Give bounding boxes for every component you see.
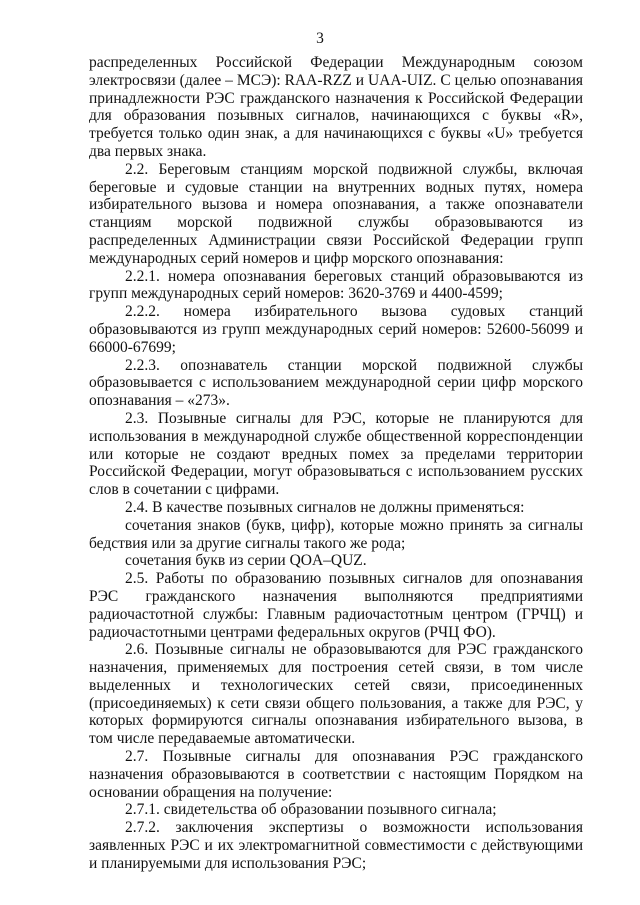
paragraph: 2.7.1. свидетельства об образовании позывного сигнала;	[125, 801, 497, 819]
paragraph: 2.2.3. опознаватель станции морской подвижной службы образовывается с использованием международной серии цифр морского опознавания – «273».	[89, 356, 583, 410]
paragraph: 2.4. В качестве позывных сигналов не должны применяться:	[125, 498, 525, 516]
paragraph: сочетания знаков (букв, цифр), которые можно принять за сигналы бедствия или за другие сигналы такого же рода;	[89, 516, 583, 552]
paragraph: 2.6. Позывные сигналы не образовываются для РЭС гражданского назначения, применяемых для построения сетей связи, в том числе выделенных и технологических сетей связи, присоединенных (присоединяемых) к сети связи общего пользования, а также для РЭС, у которых формируются сигналы опознавания избирательного вызова, в том числе передаваемые автоматически.	[89, 641, 583, 748]
page-number: 3	[316, 30, 324, 47]
paragraph: 2.7. Позывные сигналы для опознавания РЭС гражданского назначения образовываются в соответствии с настоящим Порядком на основании обращения на получение:	[89, 748, 583, 801]
paragraph: сочетания букв из серии QOA–QUZ.	[125, 552, 367, 570]
paragraph: 2.7.2. заключения экспертизы о возможности использования заявленных РЭС и их электромагнитной совместимости с действующими и планируемыми для использования РЭС;	[89, 819, 583, 872]
paragraph: 2.3. Позывные сигналы для РЭС, которые не планируются для использования в международной службе общественной корреспонденции или которые не создают вредных помех за пределами территории Российской Федерации, могут образовываться с использованием русских слов в сочетании с цифрами.	[89, 409, 583, 499]
paragraph: 2.2.1. номера опознавания береговых станций образовываются из групп международных серий номеров: 3620-3769 и 4400-4599;	[89, 267, 583, 303]
document-body	[89, 54, 583, 873]
paragraph: распределенных Российской Федерации Международным союзом электросвязи (далее – МСЭ): RAA-RZZ и UAA-UIZ. С целью опознавания принадлежности РЭС гражданского назначения к Российской Федерации для образования позывных сигналов, начинающихся с буквы «R», требуется только один знак, а для начинающихся с буквы «U» требуется два первых знака.	[89, 54, 583, 160]
paragraph: 2.2.2. номера избирательного вызова судовых станций образовываются из групп международных серий номеров: 52600-56099 и 66000-67699;	[89, 303, 583, 356]
paragraph: 2.5. Работы по образованию позывных сигналов для опознавания РЭС гражданского назначения выполняются предприятиями радиочастотной службы: Главным радиочастотным центром (ГРЧЦ) и радиочастотными центрами федеральных округов (РЧЦ ФО).	[89, 570, 583, 641]
paragraph: 2.2. Береговым станциям морской подвижной службы, включая береговые и судовые станции на внутренних водных путях, номера избирательного вызова и номера опознавания, а также опознаватели станциям морской подвижной службы образовываются из распределенных Администрации связи Российской Федерации групп международных серий номеров и цифр морского опознавания:	[89, 160, 583, 267]
